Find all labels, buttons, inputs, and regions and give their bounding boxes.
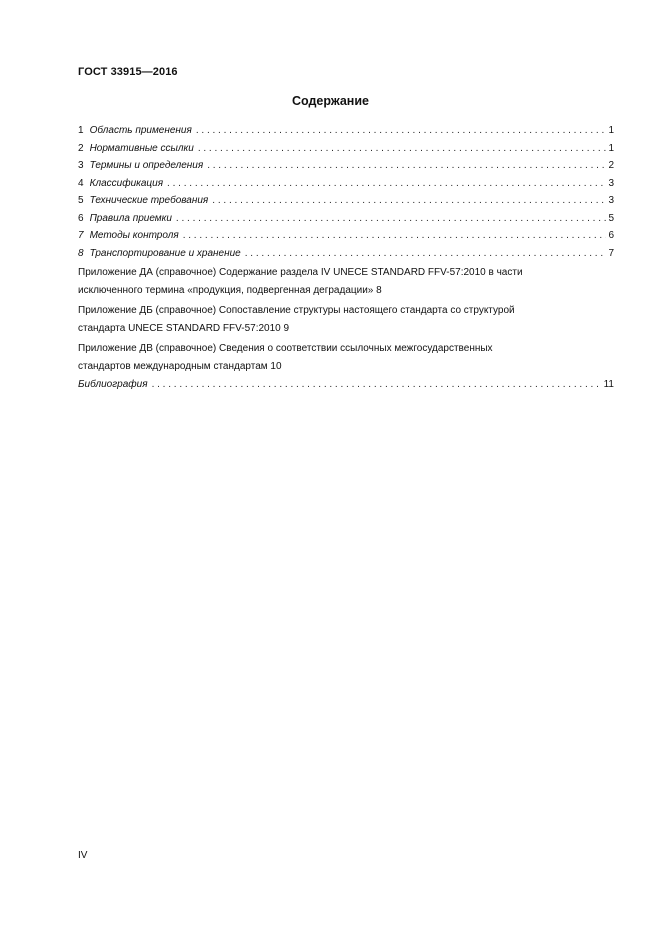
toc-entry-bibliography[interactable] <box>78 376 614 394</box>
toc-entry-number: 2 <box>78 142 84 154</box>
dot-leader <box>152 376 602 394</box>
page-number: IV <box>78 850 88 861</box>
toc-entry-page: 8 <box>376 284 382 296</box>
toc-entry-page: 7 <box>608 247 614 259</box>
toc-entry-number: 8 <box>78 247 84 259</box>
toc-entry-label: Транспортирование и хранение <box>89 247 241 259</box>
toc-entry-label: Термины и определения <box>89 160 204 171</box>
toc-entry-label: Область применения <box>89 125 192 136</box>
toc-entry-4[interactable] <box>78 175 614 193</box>
dot-leader <box>176 210 607 228</box>
document-header: ГОСТ 33915—2016 <box>78 66 178 78</box>
table-of-contents <box>78 122 614 394</box>
toc-entry-label: Правила приемки <box>89 212 172 224</box>
toc-entry-page: 5 <box>608 212 614 224</box>
dot-leader <box>207 157 606 175</box>
toc-entry-number: 5 <box>78 195 84 206</box>
annex-title-line2: стандартов международным стандартам <box>78 360 268 372</box>
annex-prefix: Приложение ДВ (справочное) <box>78 343 217 354</box>
toc-entry-label: Нормативные ссылки <box>89 142 194 154</box>
toc-entry-label: Технические требования <box>89 195 209 206</box>
toc-annex-db[interactable] <box>78 300 614 338</box>
page-title: Содержание <box>291 94 369 108</box>
toc-entry-5[interactable] <box>78 192 614 210</box>
toc-entry-page: 3 <box>608 195 614 206</box>
toc-annex-dv[interactable] <box>78 338 614 376</box>
toc-entry-label: Классификация <box>89 177 164 189</box>
dot-leader <box>198 140 607 158</box>
annex-title-line1: Содержание раздела IV UNECE STANDARD FFV-57:2010 в части <box>219 267 523 278</box>
toc-entry-page: 1 <box>608 142 614 154</box>
annex-prefix: Приложение ДА (справочное) <box>78 267 217 278</box>
toc-entry-page: 10 <box>270 360 282 372</box>
dot-leader <box>196 122 607 140</box>
toc-entry-label: Методы контроля <box>89 230 179 241</box>
toc-entry-3[interactable] <box>78 157 614 175</box>
toc-entry-1[interactable] <box>78 122 614 140</box>
toc-entry-number: 7 <box>78 230 84 241</box>
toc-entry-number: 4 <box>78 177 84 189</box>
annex-title-line2: исключенного термина «продукция, подвергенная деградации» <box>78 284 374 296</box>
toc-entry-page: 9 <box>283 322 290 334</box>
dot-leader <box>183 227 607 245</box>
toc-entry-7[interactable] <box>78 227 614 245</box>
toc-entry-8[interactable] <box>78 245 614 263</box>
annex-prefix: Приложение ДБ (справочное) <box>78 305 217 316</box>
toc-entry-number: 1 <box>78 125 84 136</box>
toc-entry-6[interactable] <box>78 210 614 228</box>
toc-annex-da[interactable] <box>78 262 614 300</box>
toc-entry-page: 11 <box>603 379 614 390</box>
toc-entry-page: 2 <box>608 160 614 171</box>
toc-entry-page: 1 <box>608 125 614 136</box>
toc-entry-label: Библиография <box>78 379 148 390</box>
toc-entry-page: 3 <box>608 177 614 189</box>
dot-leader <box>212 192 606 210</box>
dot-leader <box>245 245 607 263</box>
annex-title-line2: стандарта UNECE STANDARD FFV-57:2010 <box>78 322 281 334</box>
toc-entry-page: 6 <box>608 230 614 241</box>
toc-entry-2[interactable] <box>78 140 614 158</box>
dot-leader <box>167 175 606 193</box>
toc-entry-number: 6 <box>78 212 84 224</box>
annex-title-line1: Сведения о соответствии ссылочных межгосударственных <box>219 343 493 354</box>
annex-title-line1: Сопоставление структуры настоящего стандарта со структурой <box>218 305 515 316</box>
toc-entry-number: 3 <box>78 160 84 171</box>
